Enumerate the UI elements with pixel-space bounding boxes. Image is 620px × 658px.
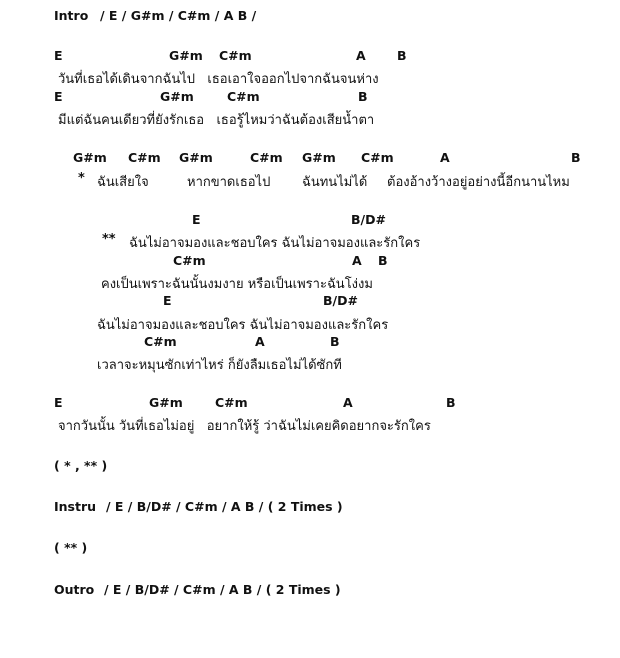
- chord: A: [343, 395, 353, 410]
- repeat-text: ( ** ): [54, 540, 88, 555]
- chord: G#m: [169, 48, 203, 63]
- chord: E: [192, 212, 201, 227]
- chorus-line4-chords: [0, 334, 620, 352]
- chord: B: [397, 48, 407, 63]
- lyric-text: หากขาดเธอไป: [187, 175, 271, 190]
- chord: E: [163, 293, 172, 308]
- lyric-text: ต้องอ้างว้างอยู่อย่างนี้อีกนานไหม: [387, 175, 570, 190]
- chord: G#m: [179, 150, 213, 165]
- instru-line: [0, 499, 620, 517]
- chord: E: [54, 395, 63, 410]
- repeat-text: ( * , ** ): [54, 458, 108, 473]
- lyric-text: ฉันไม่อาจมองและชอบใคร ฉันไม่อาจมองและรักใคร: [97, 318, 389, 333]
- chord: B: [571, 150, 581, 165]
- outro-progression: / E / B/D# / C#m / A B / ( 2 Times ): [104, 582, 341, 597]
- prechorus-lyric: [0, 171, 620, 189]
- chord: G#m: [149, 395, 183, 410]
- chord: A: [352, 253, 362, 268]
- section-marker-double-star: **: [102, 232, 116, 247]
- chord: C#m: [250, 150, 283, 165]
- lyric-text: วันที่เธอได้เดินจากฉันไป เธอเอาใจออกไปจากฉันจนห่าง: [58, 72, 379, 87]
- chord: B/D#: [323, 293, 358, 308]
- chord: C#m: [215, 395, 248, 410]
- verse1-line1-chords: [0, 48, 620, 66]
- chord: G#m: [302, 150, 336, 165]
- chord: B: [378, 253, 388, 268]
- repeat-marker-1: [0, 458, 620, 476]
- chorus-line1-chords: [0, 212, 620, 230]
- repeat-marker-2: [0, 540, 620, 558]
- outro-line: [0, 582, 620, 600]
- chord: C#m: [227, 89, 260, 104]
- chord: B/D#: [351, 212, 386, 227]
- chord: A: [255, 334, 265, 349]
- outro-label: Outro: [54, 582, 95, 597]
- chorus-line3-chords: [0, 293, 620, 311]
- chord: B: [330, 334, 340, 349]
- chord: E: [54, 48, 63, 63]
- chorus-line4-lyric: [0, 354, 620, 372]
- chord: A: [356, 48, 366, 63]
- chorus-line1-lyric: [0, 232, 620, 250]
- chorus-line2-lyric: [0, 273, 620, 291]
- section-marker-star: *: [78, 171, 85, 186]
- lyric-text: ฉันเสียใจ: [97, 175, 149, 190]
- chord: C#m: [128, 150, 161, 165]
- verse2-line1-lyric: [0, 415, 620, 433]
- verse1-line1-lyric: [0, 68, 620, 86]
- lyric-text: จากวันนั้น วันที่เธอไม่อยู่ อยากให้รู้ ว่าฉันไม่เคยคิดอยากจะรักใคร: [58, 419, 431, 434]
- intro-progression: / E / G#m / C#m / A B /: [100, 8, 257, 23]
- instru-progression: / E / B/D# / C#m / A B / ( 2 Times ): [106, 499, 343, 514]
- chord: B: [358, 89, 368, 104]
- instru-label: Instru: [54, 499, 97, 514]
- prechorus-chords: [0, 150, 620, 168]
- intro-label: Intro: [54, 8, 89, 23]
- chord: G#m: [160, 89, 194, 104]
- chord: B: [446, 395, 456, 410]
- lyric-text: ฉันทนไม่ได้: [302, 175, 368, 190]
- intro-line: [0, 8, 620, 26]
- chord: C#m: [361, 150, 394, 165]
- verse1-line2-chords: [0, 89, 620, 107]
- chord: C#m: [173, 253, 206, 268]
- verse1-line2-lyric: [0, 109, 620, 127]
- verse2-line1-chords: [0, 395, 620, 413]
- lyric-text: คงเป็นเพราะฉันนั้นงมงาย หรือเป็นเพราะฉันโง่งม: [101, 277, 373, 292]
- chorus-line2-chords: [0, 253, 620, 271]
- chord: E: [54, 89, 63, 104]
- lyric-text: มีแต่ฉันคนเดียวที่ยังรักเธอ เธอรู้ไหมว่าฉันต้องเสียน้ำตา: [58, 113, 375, 128]
- lyric-text: ฉันไม่อาจมองและชอบใคร ฉันไม่อาจมองและรักใคร: [129, 236, 421, 251]
- chord: G#m: [73, 150, 107, 165]
- lyric-text: เวลาจะหมุนซักเท่าไหร่ ก็ยังลืมเธอไม่ได้ซักที: [97, 358, 342, 373]
- chord: C#m: [219, 48, 252, 63]
- chord: A: [440, 150, 450, 165]
- chorus-line3-lyric: [0, 314, 620, 332]
- chord: C#m: [144, 334, 177, 349]
